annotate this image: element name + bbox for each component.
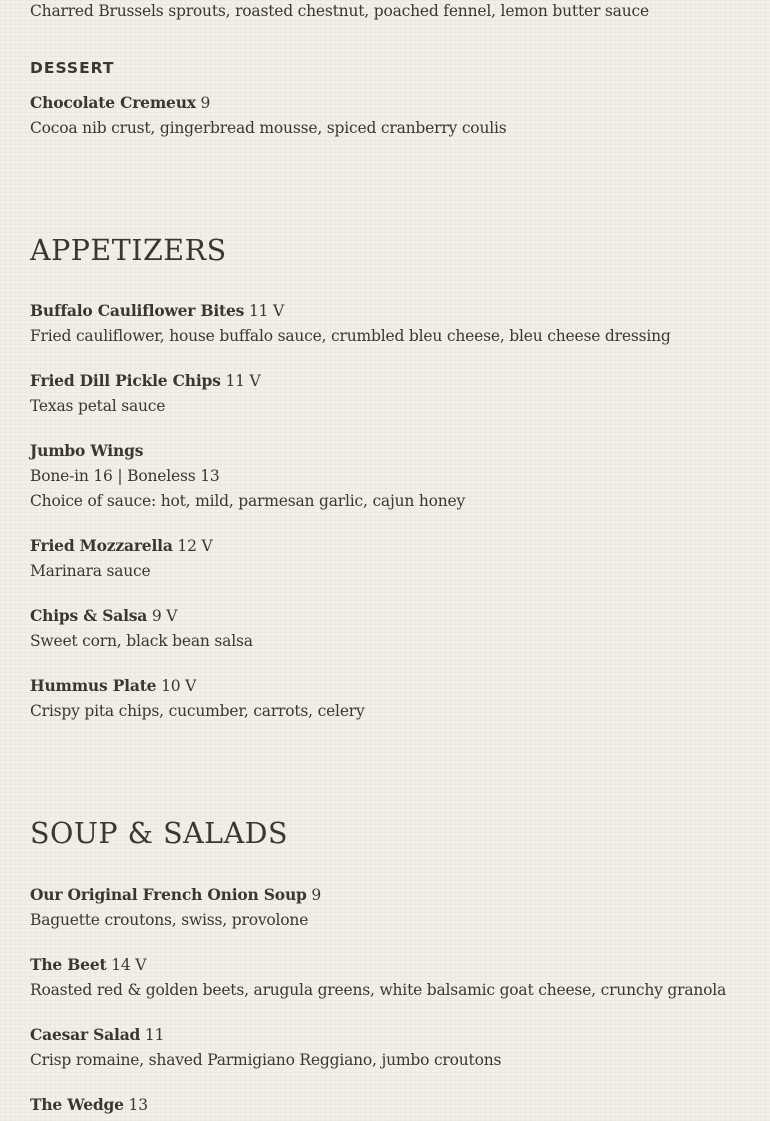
item-title-line	[30, 1022, 765, 1048]
item-price: 11 V	[225, 372, 261, 390]
item-name: Our Original French Onion Soup	[30, 885, 307, 904]
item-title-line	[30, 603, 765, 629]
item-description: Sweet corn, black bean salsa	[30, 632, 253, 650]
item-name: Chocolate Cremeux	[30, 93, 196, 112]
menu-item-hummus-plate	[30, 673, 765, 724]
item-name: Hummus Plate	[30, 676, 157, 695]
item-price: 9	[311, 886, 322, 904]
item-description: Baguette croutons, swiss, provolone	[30, 911, 309, 929]
item-title-line	[30, 952, 765, 978]
item-title-line	[30, 368, 765, 394]
item-detail: Bone-in 16 | Boneless 13	[30, 467, 220, 485]
menu-item-chocolate-cremeux	[30, 90, 765, 141]
dessert-heading: DESSERT	[30, 59, 115, 77]
menu-item-french-onion-soup	[30, 882, 765, 933]
item-price: 11	[144, 1026, 165, 1044]
item-name: The Beet	[30, 955, 107, 974]
item-title-line	[30, 533, 765, 559]
item-description: Fried cauliflower, house buffalo sauce, crumbled bleu cheese, bleu cheese dressing	[30, 327, 671, 345]
item-price: 10 V	[161, 677, 197, 695]
menu-item-fried-dill-pickle-chips	[30, 368, 765, 419]
item-description: Crisp romaine, shaved Parmigiano Reggiano, jumbo croutons	[30, 1051, 502, 1069]
item-title-line	[30, 298, 765, 324]
menu-item-chips-salsa	[30, 603, 765, 654]
menu-item-caesar-salad	[30, 1022, 765, 1073]
item-description: Cocoa nib crust, gingerbread mousse, spiced cranberry coulis	[30, 119, 507, 137]
menu-item-the-beet	[30, 952, 765, 1003]
item-description: Texas petal sauce	[30, 397, 166, 415]
item-price: 12 V	[177, 537, 213, 555]
item-name: Fried Mozzarella	[30, 536, 173, 555]
item-description: Roasted red & golden beets, arugula greens, white balsamic goat cheese, crunchy granola	[30, 981, 727, 999]
menu-item-buffalo-cauliflower-bites	[30, 298, 765, 349]
item-title-line	[30, 673, 765, 699]
item-price: 9	[200, 94, 211, 112]
item-title-line	[30, 1092, 765, 1118]
item-name: Caesar Salad	[30, 1025, 141, 1044]
appetizers-title: APPETIZERS	[30, 234, 227, 267]
item-description: Charred Brussels sprouts, roasted chestnut, poached fennel, lemon butter sauce	[30, 2, 649, 20]
item-price: 9 V	[151, 607, 178, 625]
item-name: Fried Dill Pickle Chips	[30, 371, 221, 390]
item-title-line	[30, 438, 765, 464]
item-name: Buffalo Cauliflower Bites	[30, 301, 245, 320]
item-title-line	[30, 90, 765, 116]
item-title-line	[30, 882, 765, 908]
menu-item-jumbo-wings	[30, 438, 765, 514]
menu-item-fragment	[30, 0, 765, 24]
item-description: Choice of sauce: hot, mild, parmesan garlic, cajun honey	[30, 492, 466, 510]
item-name: Jumbo Wings	[30, 441, 144, 460]
item-price: 11 V	[248, 302, 284, 320]
item-name: Chips & Salsa	[30, 606, 148, 625]
item-price: 14 V	[111, 956, 147, 974]
item-description: Marinara sauce	[30, 562, 151, 580]
item-description: Crispy pita chips, cucumber, carrots, celery	[30, 702, 365, 720]
menu-item-fried-mozzarella	[30, 533, 765, 584]
item-price: 13	[128, 1096, 148, 1114]
menu-item-the-wedge	[30, 1092, 765, 1118]
item-name: The Wedge	[30, 1095, 124, 1114]
soup-salads-title: SOUP & SALADS	[30, 817, 289, 850]
